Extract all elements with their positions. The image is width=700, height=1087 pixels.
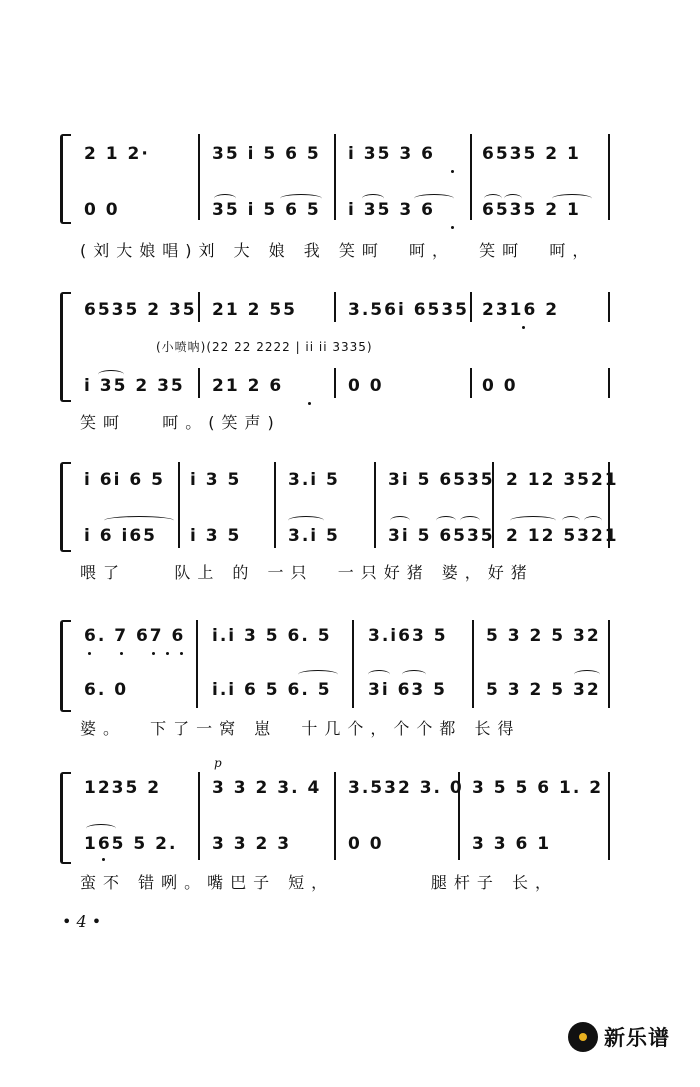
measure: 3i 5 6535 bbox=[388, 526, 495, 546]
score-system-5 bbox=[62, 756, 622, 862]
low-octave-dot bbox=[522, 326, 525, 329]
barline bbox=[374, 462, 376, 548]
slur bbox=[574, 670, 600, 679]
slur bbox=[98, 370, 124, 379]
slur bbox=[288, 516, 324, 525]
slur bbox=[562, 516, 580, 525]
lyrics-line-1: (刘大娘唱)刘 大 娘 我 笑呵 呵， 笑呵 呵， bbox=[80, 241, 596, 260]
system-brace bbox=[60, 134, 71, 224]
system-brace bbox=[60, 620, 71, 712]
barline bbox=[334, 134, 336, 220]
measure: 5 3 2 5 32 bbox=[486, 626, 601, 646]
page-number: • 4 • bbox=[62, 912, 102, 931]
dynamic-marking: p bbox=[214, 756, 223, 770]
lyrics-line-2: 笑呵 呵。(笑声) bbox=[80, 413, 281, 432]
measure: i 6 i65 bbox=[84, 526, 157, 546]
system-brace bbox=[60, 772, 71, 864]
measure: 6535 2 1 bbox=[482, 200, 581, 220]
measure: i.i 6 5 6. 5 bbox=[212, 680, 332, 700]
barline bbox=[472, 620, 474, 708]
score-system-3 bbox=[62, 460, 622, 550]
measure: 35 i 5 6 5 bbox=[212, 200, 321, 220]
measure: 2 1 2· bbox=[84, 144, 150, 164]
measure: 3.i 5 bbox=[288, 470, 340, 490]
measure: i.i 3 5 6. 5 bbox=[212, 626, 332, 646]
measure: 2 12 5321 bbox=[506, 526, 619, 546]
measure: 0 0 bbox=[482, 376, 518, 396]
measure: 6. 0 bbox=[84, 680, 129, 700]
low-octave-dot bbox=[308, 402, 311, 405]
barline bbox=[274, 462, 276, 548]
measure: 3i 63 5 bbox=[368, 680, 447, 700]
slur bbox=[402, 670, 426, 679]
barline bbox=[334, 772, 336, 860]
measure: 3.56i 6535 bbox=[348, 300, 470, 320]
measure: 2 12 3521 bbox=[506, 470, 619, 490]
low-octave-dot bbox=[152, 652, 155, 655]
low-octave-dot bbox=[451, 226, 454, 229]
lyrics-line-5: 蛮不 错咧。嘴巴子 短， 腿杆子 长， bbox=[80, 873, 558, 892]
measure: 21 2 55 bbox=[212, 300, 297, 320]
low-octave-dot bbox=[451, 170, 454, 173]
low-octave-dot bbox=[102, 858, 105, 861]
score-system-4 bbox=[62, 618, 622, 710]
watermark-logo bbox=[568, 1022, 670, 1052]
score-system-2 bbox=[62, 290, 622, 400]
barline bbox=[608, 292, 610, 322]
lyrics-line-3: 喂了 队上 的 一只 一只好猪 婆，好猪 bbox=[80, 563, 534, 582]
measure: 0 0 bbox=[348, 376, 384, 396]
measure: 5 3 2 5 32 bbox=[486, 680, 601, 700]
slur bbox=[504, 194, 522, 203]
measure: 3.i63 5 bbox=[368, 626, 448, 646]
measure: 3.532 3. 0 bbox=[348, 778, 464, 798]
barline bbox=[608, 368, 610, 398]
measure: 165 5 2. bbox=[84, 834, 178, 854]
barline bbox=[198, 134, 200, 220]
slur bbox=[390, 516, 410, 525]
measure: i 35 2 35 bbox=[84, 376, 185, 396]
slur bbox=[584, 516, 602, 525]
system-brace bbox=[60, 292, 71, 402]
slur bbox=[484, 194, 502, 203]
lyrics-line-4: 婆。 下了一窝 崽 十几个，个个都 长得 bbox=[80, 719, 521, 738]
watermark-text: 新乐谱 bbox=[604, 1026, 670, 1050]
measure: i 3 5 bbox=[190, 526, 242, 546]
barline bbox=[352, 620, 354, 708]
barline bbox=[198, 368, 200, 398]
slur bbox=[436, 516, 456, 525]
measure: 21 2 6 bbox=[212, 376, 284, 396]
measure: i 6i 6 5 bbox=[84, 470, 165, 490]
low-octave-dot bbox=[88, 652, 91, 655]
measure: 6535 2 1 bbox=[482, 144, 581, 164]
measure: i 35 3 6 bbox=[348, 144, 435, 164]
barline bbox=[470, 292, 472, 322]
barline bbox=[470, 134, 472, 220]
slur bbox=[368, 670, 390, 679]
slur bbox=[86, 824, 116, 833]
measure: 6. 7 67 6 bbox=[84, 626, 186, 646]
slur bbox=[214, 194, 236, 203]
low-octave-dot bbox=[120, 652, 123, 655]
slur bbox=[510, 516, 556, 525]
barline bbox=[198, 772, 200, 860]
barline bbox=[196, 620, 198, 708]
measure: 3 3 2 3 bbox=[212, 834, 292, 854]
slur bbox=[552, 194, 592, 203]
slur bbox=[362, 194, 384, 203]
measure: 3.i 5 bbox=[288, 526, 340, 546]
measure: i 35 3 6 bbox=[348, 200, 435, 220]
record-disc-icon bbox=[568, 1022, 598, 1052]
measure: 3i 5 6535 bbox=[388, 470, 495, 490]
barline bbox=[334, 368, 336, 398]
slur bbox=[104, 516, 174, 525]
barline bbox=[178, 462, 180, 548]
barline bbox=[198, 292, 200, 322]
score-system-1 bbox=[62, 132, 622, 222]
measure: 3 5 5 6 1. 2 bbox=[472, 778, 604, 798]
barline bbox=[608, 620, 610, 708]
slur bbox=[414, 194, 454, 203]
measure: 1235 2 bbox=[84, 778, 162, 798]
slur bbox=[460, 516, 480, 525]
suona-annotation: (小喷呐)(22 22 2222 | ii ii 3335) bbox=[156, 340, 373, 354]
barline bbox=[608, 772, 610, 860]
measure: i 3 5 bbox=[190, 470, 242, 490]
measure: 35 i 5 6 5 bbox=[212, 144, 321, 164]
measure: 2316 2 bbox=[482, 300, 560, 320]
measure: 3 3 6 1 bbox=[472, 834, 552, 854]
barline bbox=[608, 134, 610, 220]
barline bbox=[470, 368, 472, 398]
measure: 0 0 bbox=[84, 200, 120, 220]
measure: 0 0 bbox=[348, 834, 384, 854]
slur bbox=[298, 670, 338, 679]
barline bbox=[334, 292, 336, 322]
slur bbox=[280, 194, 322, 203]
low-octave-dot bbox=[180, 652, 183, 655]
system-brace bbox=[60, 462, 71, 552]
measure: 3 3 2 3. 4 bbox=[212, 778, 322, 798]
low-octave-dot bbox=[166, 652, 169, 655]
measure: 6535 2 35 bbox=[84, 300, 197, 320]
